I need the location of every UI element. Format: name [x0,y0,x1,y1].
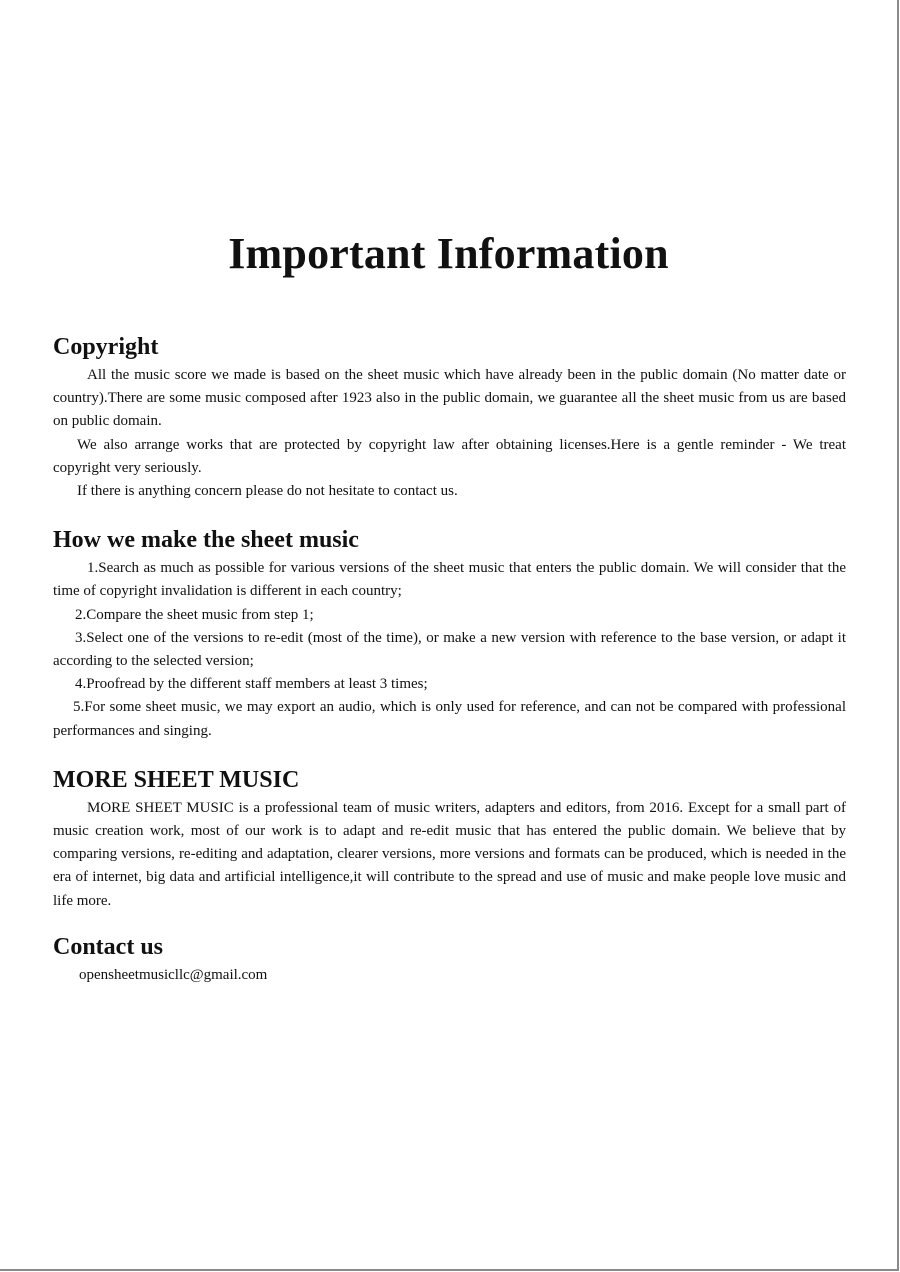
section-spacer [53,913,846,930]
page-title: Important Information [228,229,669,278]
how-step-2: 2.Compare the sheet music from step 1; [75,606,314,623]
copyright-paragraph-3: If there is anything concern please do not hesitate to contact us. [77,483,458,500]
copyright-paragraph-2: We also arrange works that are protected by copyright law after obtaining licenses.Here is a gentle reminder - We treat copyright very seriously. [53,436,846,476]
contact-section [53,930,846,987]
how-step-5: 5.For some sheet music, we may export an audio, which is only used for reference, and can not be compared with professional performances and singing. [53,699,846,739]
contact-heading: Contact us [53,933,164,960]
how-step-3: 3.Select one of the versions to re-edit (most of the time), or make a new version with reference to the base version, or adapt it according to the selected version; [53,629,846,670]
how-section [53,523,846,743]
copyright-section [53,330,846,503]
how-step-1: 1.Search as much as possible for various versions of the sheet music that enters the public domain. We will consider that the time of copyright invalidation is different in each country; [53,560,846,600]
document-body [53,330,846,987]
more-section [53,763,846,913]
more-heading: MORE SHEET MUSIC [53,766,300,793]
more-paragraph: MORE SHEET MUSIC is a professional team of music writers, adapters and editors, from 2016. Except for a small part of music creation work, most of our work is to adapt and re-edit music that has entered the public domain. We believe that by comparing versions, re-editing and adaptation, clearer versions, more versions and formats can be produced, which is needed in the era of internet, big data and artificial intelligence,it will contribute to the spread and use of music and make people love music and life more. [53,799,846,909]
copyright-heading: Copyright [53,334,159,360]
contact-email: opensheetmusicllc@gmail.com [79,966,268,983]
section-spacer [53,503,846,523]
how-heading: How we make the sheet music [53,527,359,554]
copyright-paragraph-1: All the music score we made is based on the sheet music which have already been in the public domain (No matter date or country).There are some music composed after 1923 also in the public domain, we guarantee all the sheet music from us are based on public domain. [53,367,846,430]
section-spacer [53,743,846,763]
how-step-4: 4.Proofread by the different staff members at least 3 times; [75,676,428,693]
